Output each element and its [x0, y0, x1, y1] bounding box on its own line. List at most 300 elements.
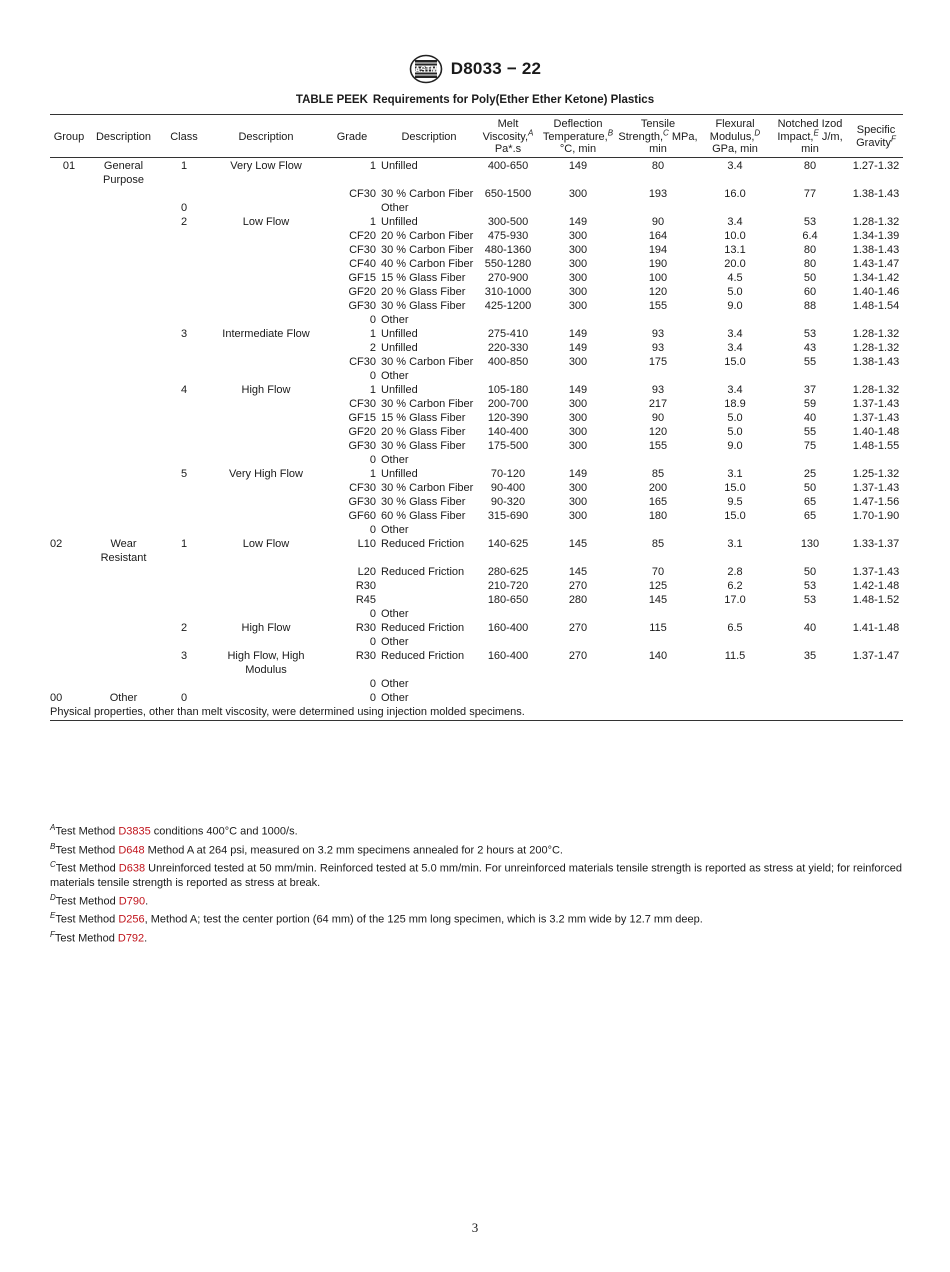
- cell-specific-gravity: [849, 201, 903, 215]
- cell-deflection-temperature: 300: [568, 411, 588, 424]
- cell-deflection-temperature: 300: [568, 495, 588, 508]
- table-row: [50, 593, 903, 607]
- cell-class: 1: [180, 537, 188, 550]
- column-header-class-description: Description: [238, 130, 294, 143]
- cell-flexural-modulus: 15.0: [724, 355, 746, 368]
- cell-grade: GF60: [348, 509, 376, 522]
- cell-deflection-temperature: [539, 523, 617, 537]
- cell-grade-description: 30 % Glass Fiber: [381, 439, 466, 452]
- cell-class: [159, 481, 209, 495]
- cell-tensile-strength: [617, 635, 699, 649]
- cell-class-description: [209, 355, 323, 369]
- footnote: $^C$Test Method D638 Unreinforced tested at 50 mm/min. Reinforced tested at 5.0 mm/min. For unreinforced materials tensile strength is reported as stress at yield; for reinforced materials tensile strength is reported as stress at break.: [50, 860, 902, 889]
- cell-deflection-temperature: 270: [568, 649, 588, 662]
- cell-tensile-strength: 93: [651, 327, 665, 340]
- cell-melt-viscosity: 105-180: [487, 383, 529, 396]
- cell-melt-viscosity: [477, 523, 539, 537]
- cell-melt-viscosity: 400-850: [487, 355, 529, 368]
- cell-group-description: [88, 243, 159, 257]
- cell-class: 2: [180, 215, 188, 228]
- column-header-group-description: Description: [95, 130, 152, 143]
- cell-class-description: [209, 579, 323, 593]
- cell-grade: 1: [369, 215, 376, 228]
- cell-group: [50, 593, 88, 607]
- cell-grade-description: Other: [381, 635, 409, 648]
- table-row: [50, 523, 903, 537]
- cell-melt-viscosity: 310-1000: [484, 285, 532, 298]
- cell-deflection-temperature: 300: [568, 397, 588, 410]
- cell-class-description: Low Flow: [242, 215, 290, 228]
- cell-group-description: [88, 397, 159, 411]
- cell-notched-izod-impact: 65: [803, 509, 817, 522]
- cell-group: [50, 579, 88, 593]
- cell-class: [159, 355, 209, 369]
- cell-group: [50, 607, 88, 621]
- cell-specific-gravity: 1.33-1.37: [852, 537, 900, 550]
- test-method-link[interactable]: D256: [118, 913, 145, 926]
- cell-grade: R30: [355, 579, 376, 592]
- cell-melt-viscosity: 400-650: [487, 159, 529, 172]
- cell-class-description: [209, 369, 323, 383]
- cell-flexural-modulus: [699, 677, 771, 691]
- test-method-link[interactable]: D792: [117, 932, 145, 945]
- cell-specific-gravity: [849, 369, 903, 383]
- cell-grade-description: 30 % Carbon Fiber: [381, 397, 474, 410]
- cell-notched-izod-impact: 53: [803, 327, 817, 340]
- cell-class-description: High Flow: [241, 621, 291, 634]
- cell-notched-izod-impact: 53: [803, 579, 817, 592]
- cell-group: [50, 495, 88, 509]
- cell-notched-izod-impact: 59: [803, 397, 817, 410]
- cell-group: [50, 285, 88, 299]
- cell-group: [50, 425, 88, 439]
- cell-specific-gravity: 1.38-1.43: [852, 187, 900, 200]
- cell-flexural-modulus: 10.0: [724, 229, 746, 242]
- document-id: D8033 − 22: [450, 59, 542, 78]
- cell-flexural-modulus: 3.4: [727, 159, 743, 172]
- cell-tensile-strength: 85: [651, 537, 665, 550]
- cell-grade: L20: [357, 565, 376, 578]
- cell-notched-izod-impact: 80: [803, 243, 817, 256]
- cell-group: [50, 355, 88, 369]
- cell-class: [159, 369, 209, 383]
- cell-group-description: [88, 369, 159, 383]
- cell-melt-viscosity: 175-500: [487, 439, 529, 452]
- table-row: [50, 313, 903, 327]
- test-method-link[interactable]: D638: [118, 862, 146, 875]
- cell-group-description: General Purpose: [103, 159, 144, 186]
- table-row: [50, 579, 903, 593]
- cell-group-description: [88, 271, 159, 285]
- astm-logo-icon: [409, 54, 443, 84]
- cell-notched-izod-impact: 80: [803, 257, 817, 270]
- cell-notched-izod-impact: [771, 453, 849, 467]
- cell-grade: GF30: [348, 439, 376, 452]
- cell-specific-gravity: 1.70-1.90: [852, 509, 900, 522]
- footnote: $^B$Test Method D648 Method A at 264 psi, measured on 3.2 mm specimens annealed for 2 hours at 200°C.: [50, 841, 563, 857]
- logo-text: ASTM: [414, 65, 438, 75]
- cell-tensile-strength: 164: [648, 229, 668, 242]
- cell-tensile-strength: 80: [651, 159, 665, 172]
- cell-tensile-strength: 90: [651, 215, 665, 228]
- column-header-class: Class: [170, 130, 198, 143]
- cell-grade: 0: [369, 523, 376, 536]
- cell-group-description: [88, 229, 159, 243]
- cell-class: 5: [180, 467, 188, 480]
- table-row: [50, 369, 903, 383]
- cell-tensile-strength: [617, 453, 699, 467]
- cell-grade-description: Other: [381, 313, 409, 326]
- cell-melt-viscosity: 120-390: [487, 411, 529, 424]
- column-header-grade: Grade: [336, 130, 368, 143]
- cell-group-description: [88, 439, 159, 453]
- cell-tensile-strength: [617, 691, 699, 705]
- cell-group-description: [88, 523, 159, 537]
- cell-melt-viscosity: 275-410: [487, 327, 529, 340]
- cell-class: [159, 397, 209, 411]
- table-row: [50, 285, 903, 299]
- cell-flexural-modulus: 15.0: [724, 509, 746, 522]
- cell-tensile-strength: 90: [651, 411, 665, 424]
- cell-class-description: [209, 607, 323, 621]
- footnote: $^D$Test Method D790.: [50, 892, 149, 908]
- cell-tensile-strength: 194: [648, 243, 668, 256]
- cell-deflection-temperature: 270: [568, 621, 588, 634]
- cell-group-description: [88, 565, 159, 579]
- cell-flexural-modulus: 15.0: [724, 481, 746, 494]
- table-row: [50, 467, 903, 481]
- cell-class-description: [209, 397, 323, 411]
- table-row: [50, 397, 903, 411]
- cell-notched-izod-impact: [771, 313, 849, 327]
- cell-specific-gravity: [849, 691, 903, 705]
- cell-flexural-modulus: 3.4: [727, 383, 743, 396]
- cell-specific-gravity: 1.27-1.32: [852, 159, 900, 172]
- cell-deflection-temperature: 300: [568, 229, 588, 242]
- cell-group-description: [88, 355, 159, 369]
- cell-flexural-modulus: 5.0: [727, 425, 743, 438]
- table-row: [50, 509, 903, 523]
- cell-grade: GF30: [348, 495, 376, 508]
- cell-melt-viscosity: 475-930: [487, 229, 529, 242]
- cell-specific-gravity: 1.42-1.48: [852, 579, 900, 592]
- cell-notched-izod-impact: 80: [803, 159, 817, 172]
- cell-specific-gravity: 1.37-1.43: [852, 481, 900, 494]
- cell-melt-viscosity: 70-120: [490, 467, 526, 480]
- cell-tensile-strength: 155: [648, 299, 668, 312]
- cell-specific-gravity: 1.48-1.52: [852, 593, 900, 606]
- cell-group: 01: [62, 159, 76, 172]
- cell-melt-viscosity: [477, 201, 539, 215]
- cell-class: [159, 453, 209, 467]
- cell-class-description: [209, 257, 323, 271]
- cell-grade: 0: [369, 677, 376, 690]
- test-method-link[interactable]: D3835: [118, 825, 151, 838]
- table-row: [50, 537, 903, 565]
- cell-grade-description: Unfilled: [381, 327, 418, 340]
- cell-grade: 0: [369, 691, 376, 704]
- cell-tensile-strength: 145: [648, 593, 668, 606]
- table-note: Physical properties, other than melt viscosity, were determined using injection molded specimens.: [50, 705, 903, 721]
- cell-melt-viscosity: [477, 313, 539, 327]
- column-header-specific-gravity: Specific Gravity$^F$: [856, 124, 896, 149]
- cell-deflection-temperature: 149: [568, 327, 588, 340]
- cell-specific-gravity: [849, 523, 903, 537]
- cell-deflection-temperature: [539, 691, 617, 705]
- cell-melt-viscosity: 160-400: [487, 649, 529, 662]
- cell-grade: CF30: [349, 355, 376, 368]
- cell-melt-viscosity: 650-1500: [484, 187, 532, 200]
- cell-deflection-temperature: 145: [568, 537, 588, 550]
- cell-tensile-strength: [617, 523, 699, 537]
- cell-flexural-modulus: 3.1: [727, 537, 743, 550]
- cell-flexural-modulus: [699, 369, 771, 383]
- cell-flexural-modulus: 6.2: [727, 579, 743, 592]
- cell-grade: 0: [369, 453, 376, 466]
- table-body: [50, 157, 903, 705]
- cell-flexural-modulus: 4.5: [727, 271, 743, 284]
- cell-grade-description: Unfilled: [381, 341, 418, 354]
- cell-class: [159, 285, 209, 299]
- cell-grade-description: Unfilled: [381, 215, 418, 228]
- cell-group-description: [88, 621, 159, 635]
- cell-group: [50, 257, 88, 271]
- cell-flexural-modulus: 9.5: [727, 495, 743, 508]
- cell-grade-description: 30 % Glass Fiber: [381, 299, 466, 312]
- table-row: [50, 425, 903, 439]
- cell-grade-description: Reduced Friction: [381, 621, 465, 634]
- cell-notched-izod-impact: 53: [803, 215, 817, 228]
- cell-melt-viscosity: 270-900: [487, 271, 529, 284]
- cell-group-description: [88, 495, 159, 509]
- cell-grade-description: 15 % Glass Fiber: [381, 271, 466, 284]
- cell-class-description: [209, 299, 323, 313]
- cell-grade: 0: [369, 313, 376, 326]
- cell-class-description: [209, 187, 323, 201]
- cell-tensile-strength: 140: [648, 649, 668, 662]
- table-note-row: [50, 705, 903, 721]
- cell-specific-gravity: 1.37-1.43: [852, 565, 900, 578]
- cell-grade-description: Other: [381, 369, 409, 382]
- table-row: [50, 481, 903, 495]
- cell-class: [159, 565, 209, 579]
- document-header: [0, 54, 950, 84]
- cell-deflection-temperature: [539, 607, 617, 621]
- cell-group: [50, 453, 88, 467]
- cell-group: [50, 635, 88, 649]
- cell-group: [50, 299, 88, 313]
- cell-deflection-temperature: 270: [568, 579, 588, 592]
- cell-deflection-temperature: 300: [568, 187, 588, 200]
- cell-class-description: [209, 509, 323, 523]
- column-header-grade-description: Description: [401, 130, 457, 143]
- cell-melt-viscosity: 210-720: [487, 579, 529, 592]
- cell-tensile-strength: [617, 607, 699, 621]
- cell-class: 2: [180, 621, 188, 634]
- cell-group: [50, 229, 88, 243]
- cell-tensile-strength: [617, 313, 699, 327]
- cell-group-description: [88, 481, 159, 495]
- cell-grade-description: 30 % Carbon Fiber: [381, 355, 474, 368]
- cell-melt-viscosity: [477, 453, 539, 467]
- cell-grade-description: 30 % Carbon Fiber: [381, 481, 474, 494]
- cell-melt-viscosity: [477, 635, 539, 649]
- cell-grade-description: 20 % Carbon Fiber: [381, 229, 474, 242]
- cell-grade-description: 30 % Carbon Fiber: [381, 187, 474, 200]
- cell-group: [50, 201, 88, 215]
- cell-grade: CF30: [349, 243, 376, 256]
- cell-tensile-strength: 175: [648, 355, 668, 368]
- cell-class-description: [209, 411, 323, 425]
- cell-grade: GF15: [348, 411, 376, 424]
- cell-notched-izod-impact: 25: [803, 467, 817, 480]
- cell-grade-description: Unfilled: [381, 383, 418, 396]
- cell-class: [159, 257, 209, 271]
- page-number: 3: [471, 1220, 479, 1235]
- cell-group: [50, 621, 88, 635]
- cell-flexural-modulus: 3.4: [727, 215, 743, 228]
- cell-specific-gravity: 1.37-1.43: [852, 411, 900, 424]
- cell-tensile-strength: 217: [648, 397, 668, 410]
- cell-grade: CF40: [349, 257, 376, 270]
- cell-group-description: [88, 593, 159, 607]
- cell-notched-izod-impact: [771, 635, 849, 649]
- cell-group: [50, 313, 88, 327]
- cell-grade: R45: [355, 593, 376, 606]
- cell-grade: 0: [369, 635, 376, 648]
- cell-tensile-strength: 100: [648, 271, 668, 284]
- cell-melt-viscosity: [477, 369, 539, 383]
- cell-notched-izod-impact: 40: [803, 621, 817, 634]
- cell-grade: [323, 201, 381, 215]
- cell-specific-gravity: 1.41-1.48: [852, 621, 900, 634]
- cell-grade-description: 20 % Glass Fiber: [381, 285, 466, 298]
- cell-tensile-strength: 93: [651, 383, 665, 396]
- cell-melt-viscosity: 280-625: [487, 565, 529, 578]
- cell-class: [159, 593, 209, 607]
- cell-class-description: [209, 313, 323, 327]
- cell-specific-gravity: [849, 607, 903, 621]
- cell-notched-izod-impact: [771, 523, 849, 537]
- table-row: [50, 157, 903, 187]
- cell-notched-izod-impact: 35: [803, 649, 817, 662]
- cell-specific-gravity: [849, 313, 903, 327]
- column-header-deflection-temperature: Deflection Temperature,$^B$ °C, min: [542, 118, 614, 155]
- cell-group: [50, 411, 88, 425]
- cell-group-description: Other: [109, 691, 138, 704]
- cell-grade-description: 20 % Glass Fiber: [381, 425, 466, 438]
- cell-grade: CF30: [349, 397, 376, 410]
- table-caption: Requirements for Poly(Ether Ether Ketone) Plastics: [372, 94, 655, 106]
- cell-group-description: [88, 313, 159, 327]
- cell-grade-description: Other: [381, 201, 409, 214]
- cell-tensile-strength: 120: [648, 425, 668, 438]
- requirements-table: [50, 114, 903, 721]
- cell-class: 3: [180, 649, 188, 662]
- cell-specific-gravity: [849, 677, 903, 691]
- cell-flexural-modulus: 17.0: [724, 593, 746, 606]
- cell-class-description: [209, 201, 323, 215]
- cell-class-description: Very High Flow: [229, 467, 303, 480]
- cell-notched-izod-impact: 130: [800, 537, 820, 550]
- cell-grade-description: Other: [381, 607, 409, 620]
- cell-notched-izod-impact: 60: [803, 285, 817, 298]
- cell-specific-gravity: 1.28-1.32: [852, 215, 900, 228]
- cell-notched-izod-impact: 53: [803, 593, 817, 606]
- footnotes: [50, 821, 903, 946]
- cell-notched-izod-impact: 75: [803, 439, 817, 452]
- cell-specific-gravity: 1.38-1.43: [852, 243, 900, 256]
- cell-tensile-strength: 180: [648, 509, 668, 522]
- cell-specific-gravity: 1.37-1.43: [852, 397, 900, 410]
- cell-flexural-modulus: 9.0: [727, 439, 743, 452]
- cell-specific-gravity: 1.48-1.55: [852, 439, 900, 452]
- cell-flexural-modulus: 3.4: [727, 341, 743, 354]
- footnote: $^F$Test Method D792.: [50, 929, 148, 945]
- table-label: TABLE PEEK: [295, 94, 368, 106]
- cell-tensile-strength: [617, 677, 699, 691]
- cell-specific-gravity: 1.43-1.47: [852, 257, 900, 270]
- cell-notched-izod-impact: 77: [803, 187, 817, 200]
- cell-grade-description: Unfilled: [381, 159, 418, 172]
- cell-group-description: [88, 341, 159, 355]
- cell-deflection-temperature: 300: [568, 439, 588, 452]
- cell-group: [50, 677, 88, 691]
- cell-class: [159, 243, 209, 257]
- cell-specific-gravity: 1.37-1.47: [852, 649, 900, 662]
- cell-flexural-modulus: [699, 201, 771, 215]
- table-row: [50, 341, 903, 355]
- cell-group: [50, 383, 88, 397]
- cell-melt-viscosity: 200-700: [487, 397, 529, 410]
- cell-flexural-modulus: 5.0: [727, 285, 743, 298]
- cell-melt-viscosity: 220-330: [487, 341, 529, 354]
- table-row: [50, 453, 903, 467]
- cell-grade-description: 30 % Glass Fiber: [381, 495, 466, 508]
- cell-tensile-strength: 93: [651, 341, 665, 354]
- cell-melt-viscosity: 425-1200: [484, 299, 532, 312]
- cell-deflection-temperature: [539, 453, 617, 467]
- cell-group-description: [88, 607, 159, 621]
- cell-deflection-temperature: [539, 369, 617, 383]
- cell-flexural-modulus: [699, 313, 771, 327]
- cell-melt-viscosity: 140-625: [487, 537, 529, 550]
- cell-flexural-modulus: [699, 453, 771, 467]
- cell-grade: 0: [369, 369, 376, 382]
- cell-class-description: [209, 425, 323, 439]
- cell-group: [50, 187, 88, 201]
- column-header-tensile-strength: Tensile Strength,$^C$ MPa, min: [618, 118, 698, 155]
- table-row: [50, 201, 903, 215]
- cell-group-description: [88, 425, 159, 439]
- cell-group-description: [88, 509, 159, 523]
- cell-class: 0: [180, 691, 188, 704]
- cell-grade: GF20: [348, 425, 376, 438]
- table-title: [0, 94, 950, 106]
- cell-grade-description: Other: [381, 691, 409, 704]
- cell-melt-viscosity: 140-400: [487, 425, 529, 438]
- cell-group-description: [88, 299, 159, 313]
- cell-group: [50, 327, 88, 341]
- test-method-link[interactable]: D790: [118, 895, 146, 908]
- table-row: [50, 299, 903, 313]
- cell-grade: 1: [369, 159, 376, 172]
- cell-flexural-modulus: 11.5: [724, 649, 746, 662]
- cell-notched-izod-impact: 55: [803, 425, 817, 438]
- column-header-notched-izod-impact: Notched Izod Impact,$^E$ J/m, min: [777, 118, 843, 155]
- test-method-link[interactable]: D648: [118, 844, 145, 857]
- cell-flexural-modulus: 9.0: [727, 299, 743, 312]
